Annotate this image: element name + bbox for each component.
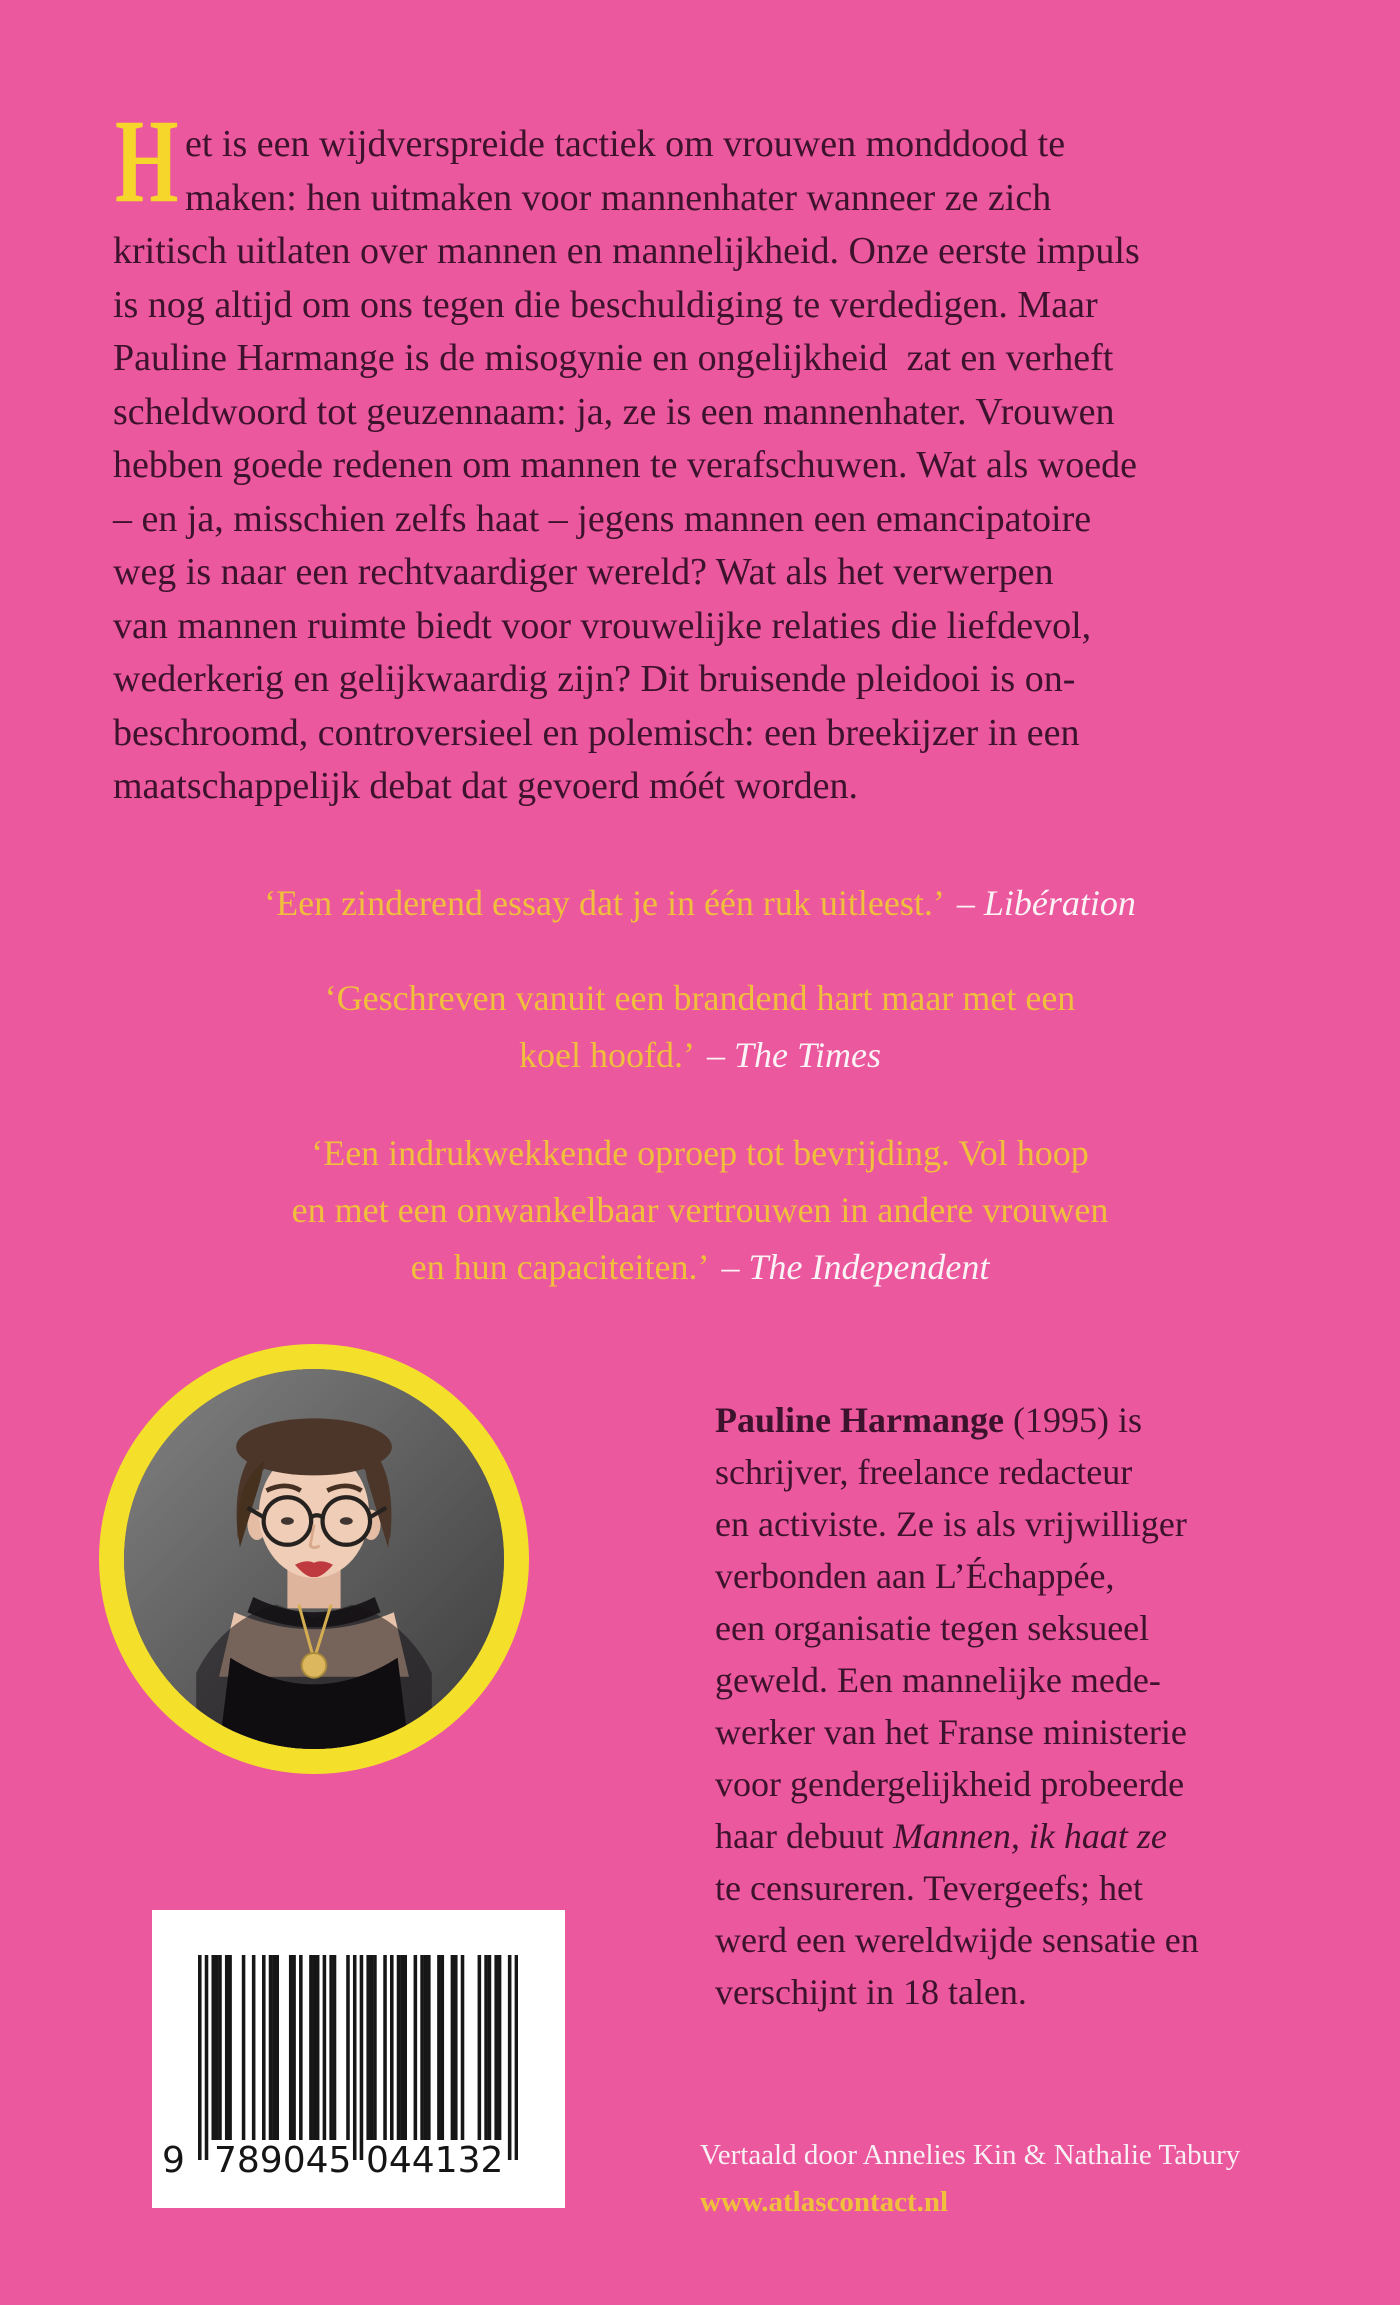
blurb-line: is nog altijd om ons tegen die beschuldiging te verdedigen. Maar <box>113 283 1098 326</box>
bio-line: te censureren. Tevergeefs; het <box>715 1868 1143 1908</box>
bio-line: werd een wereldwijde sensatie en <box>715 1920 1199 1960</box>
blurb-line: wederkerig en gelijkwaardig zijn? Dit bruisende pleidooi is on- <box>113 658 1076 700</box>
barcode <box>152 1910 565 2208</box>
blurb-line: et is een wijdverspreide tactiek om vrouwen monddood te <box>185 123 1066 165</box>
quote-text: ‘Een indrukwekkende oproep tot bevrijding. Vol hoop <box>311 1133 1089 1173</box>
bio-line: Pauline Harmange (1995) is <box>715 1400 1142 1440</box>
blurb-line: weg is naar een rechtvaardiger wereld? Wat als het verwerpen <box>113 551 1054 593</box>
translator-credit: Vertaald door Annelies Kin & Nathalie Tabury <box>700 2139 1241 2171</box>
quote-attribution: – Libération <box>956 883 1136 923</box>
quote-text: koel hoofd.’ <box>519 1035 695 1075</box>
publisher-website: www.atlascontact.nl <box>700 2186 949 2218</box>
bio-line: werker van het Franse ministerie <box>715 1712 1187 1752</box>
blurb-line: scheldwoord tot geuzennaam: ja, ze is een mannenhater. Vrouwen <box>113 390 1115 433</box>
bio-line: haar debuut Mannen, ik haat ze <box>715 1816 1167 1856</box>
blurb-line: Pauline Harmange is de misogynie en ongelijkheid zat en verheft <box>113 337 1114 379</box>
barcode-digit-group: 789045 <box>214 2140 352 2181</box>
bio-line: schrijver, freelance redacteur <box>715 1452 1133 1492</box>
blurb-line: beschroomd, controversieel en polemisch: een breekijzer in een <box>113 711 1080 754</box>
blurb-line: van mannen ruimte biedt voor vrouwelijke relaties die liefdevol, <box>113 604 1092 647</box>
press-quote-liberation <box>0 875 1400 932</box>
bio-line: en activiste. Ze is als vrijwilliger <box>715 1504 1187 1544</box>
quote-attribution: – The Times <box>706 1035 881 1075</box>
quote-text: ‘Geschreven vanuit een brandend hart maar met een <box>324 978 1076 1018</box>
author-name: Pauline Harmange <box>715 1400 1004 1440</box>
drop-cap-letter: H <box>115 94 179 227</box>
photo-ring <box>99 1344 529 1774</box>
author-photo <box>124 1369 504 1749</box>
author-bio <box>715 1394 1199 2018</box>
bio-line: voor gendergelijkheid probeerde <box>715 1764 1185 1804</box>
blurb-line: maatschappelijk debat dat gevoerd móét worden. <box>113 765 858 807</box>
quote-text: en hun capaciteiten.’ <box>410 1247 710 1287</box>
press-quote-the-independent <box>0 1125 1400 1296</box>
blurb-line: maken: hen uitmaken voor mannenhater wanneer ze zich <box>185 176 1052 219</box>
book-title: Mannen, ik haat ze <box>892 1816 1167 1856</box>
quote-attribution: – The Independent <box>721 1247 990 1287</box>
barcode-digit-group: 044132 <box>366 2140 504 2181</box>
quote-text: ‘Een zinderend essay dat je in één ruk uitleest.’ <box>264 883 945 923</box>
barcode-digit-group: 9 <box>162 2140 185 2181</box>
bio-line: verbonden aan L’Échappée, <box>715 1556 1115 1596</box>
bio-line: geweld. Een mannelijke mede- <box>715 1660 1161 1700</box>
barcode-bars <box>198 1955 518 2160</box>
barcode-number <box>162 2140 518 2190</box>
blurb-line: kritisch uitlaten over mannen en mannelijkheid. Onze eerste impuls <box>113 230 1140 272</box>
quote-text: en met een onwankelbaar vertrouwen in andere vrouwen <box>291 1190 1109 1230</box>
bio-line: verschijnt in 18 talen. <box>715 1972 1027 2012</box>
blurb-line: hebben goede redenen om mannen te verafschuwen. Wat als woede <box>113 444 1137 486</box>
bio-line: een organisatie tegen seksueel <box>715 1608 1150 1648</box>
press-quote-the-times <box>0 970 1400 1084</box>
blurb-line: – en ja, misschien zelfs haat – jegens mannen een emancipatoire <box>113 497 1092 540</box>
blurb-paragraph <box>113 94 1140 814</box>
